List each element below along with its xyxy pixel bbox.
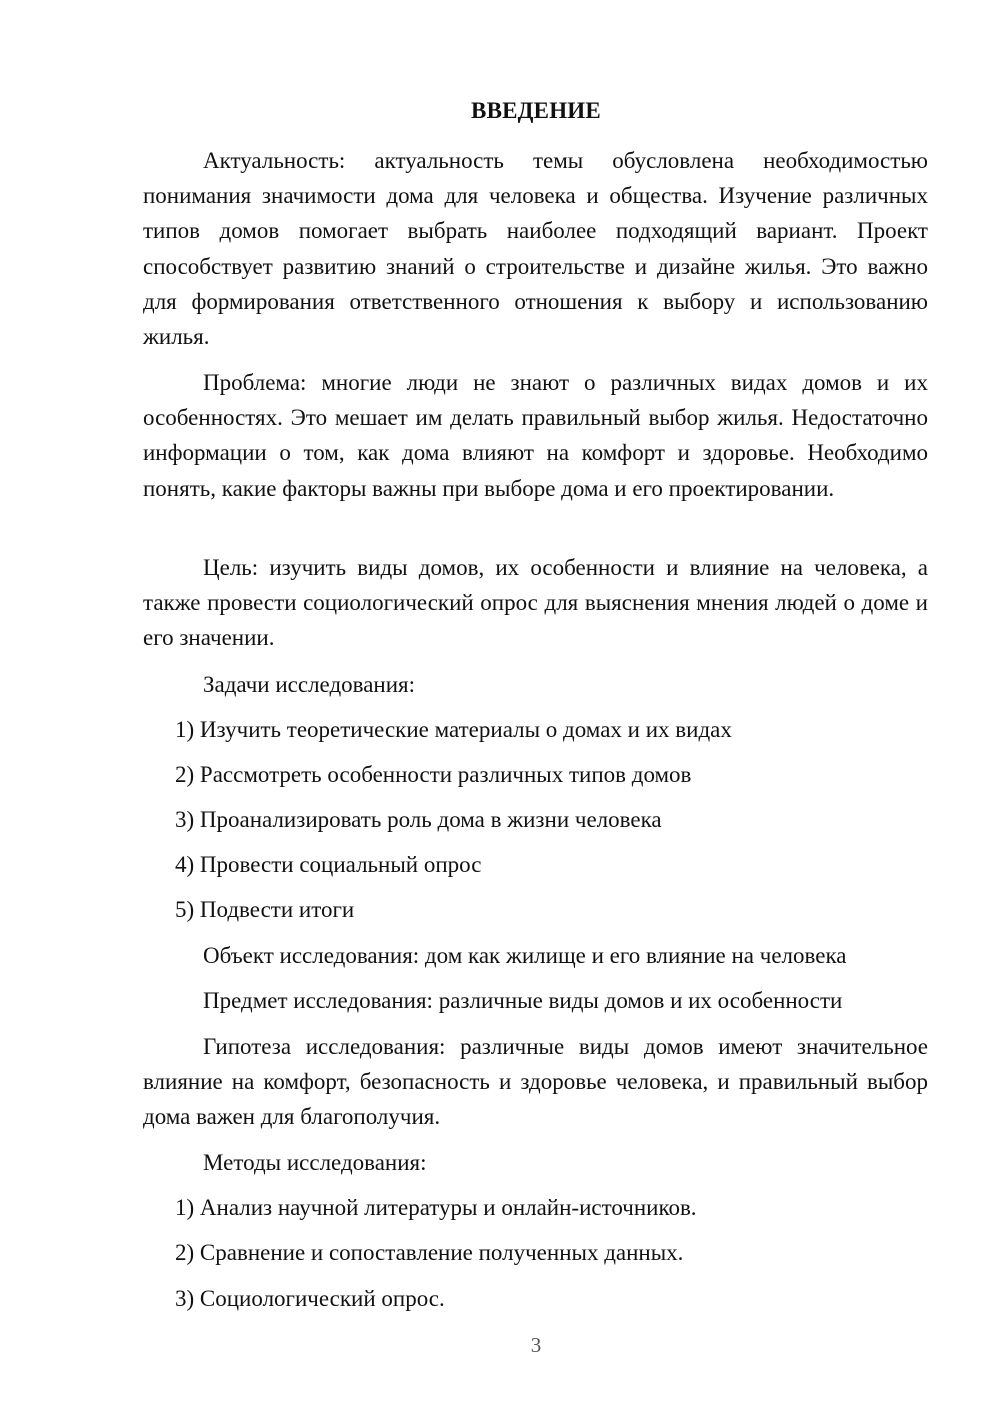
method-item: 1) Анализ научной литературы и онлайн-источников. [175,1195,697,1220]
problem-paragraph: Проблема: многие люди не знают о различных видах домов и их особенностях. Это мешает им делать правильный выбор жилья. Недостаточно информации о том, как дома влияют на комфорт и здоровье. Необходимо понять, какие факторы важны при выборе дома и его проектировании. [143,370,928,501]
task-item: 2) Рассмотреть особенности различных типов домов [175,762,692,787]
section-heading: ВВЕДЕНИЕ [471,98,601,123]
methods-label: Методы исследования: [203,1150,427,1175]
task-item: 1) Изучить теоретические материалы о домах и их видах [175,717,732,742]
relevance-paragraph: Актуальность: актуальность темы обусловлена необходимостью понимания значимости дома для человека и общества. Изучение различных типов домов помогает выбрать наиболее подходящий вариант. Проект способствует развитию знаний о строительстве и дизайне жилья. Это важно для формирования ответственного отношения к выбору и использованию жилья. [143,148,928,350]
research-object: Объект исследования: дом как жилище и его влияние на человека [203,943,847,968]
hypothesis-paragraph: Гипотеза исследования: различные виды домов имеют значительное влияние на комфорт, безопасность и здоровье человека, и правильный выбор дома важен для благополучия. [143,1034,928,1130]
method-item: 3) Социологический опрос. [175,1286,445,1311]
method-item: 2) Сравнение и сопоставление полученных данных. [175,1240,684,1265]
page-number: 3 [530,1333,542,1357]
goal-paragraph: Цель: изучить виды домов, их особенности и влияние на человека, а также провести социологический опрос для выяснения мнения людей о доме и его значении. [143,555,928,651]
research-subject: Предмет исследования: различные виды домов и их особенности [203,988,843,1013]
tasks-label: Задачи исследования: [203,672,416,697]
task-item: 4) Провести социальный опрос [175,852,482,877]
task-item: 5) Подвести итоги [175,897,355,922]
task-item: 3) Проанализировать роль дома в жизни человека [175,807,662,832]
